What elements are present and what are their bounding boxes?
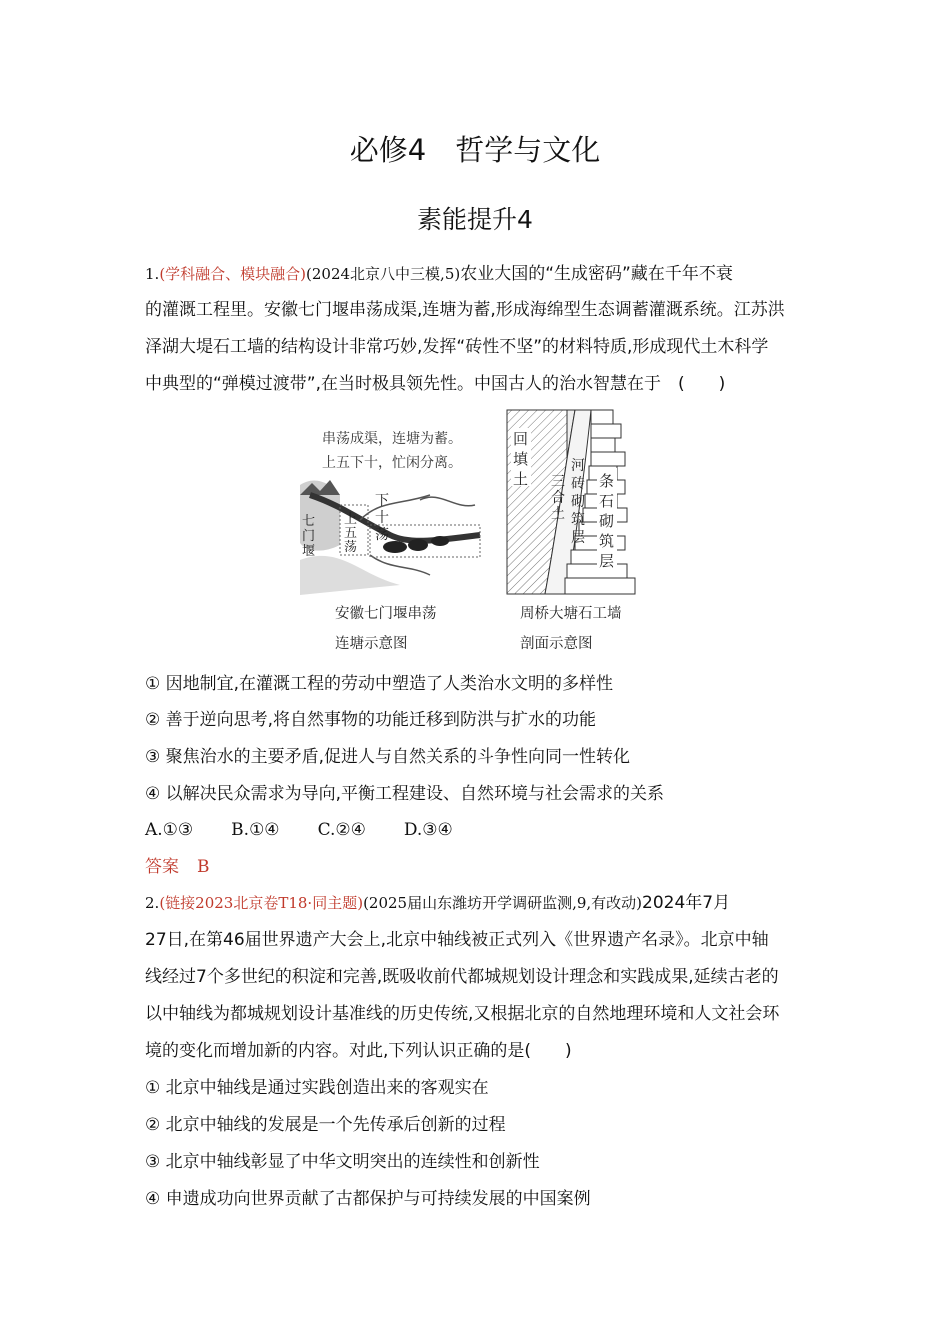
label-lower-1: 下 — [375, 493, 389, 509]
label-brick-5: 层 — [571, 530, 585, 546]
label-qimen-1: 七 — [302, 514, 316, 529]
q2-statement-4: ④ 申遗成功向世界贡献了古都保护与可持续发展的中国案例 — [145, 1189, 591, 1209]
answer-value: B — [197, 857, 210, 877]
q2-line-5: 境的变化而增加新的内容。对此,下列认识正确的是( ) — [145, 1041, 572, 1061]
label-brick-4: 筑 — [571, 512, 585, 528]
q1-line-2: 的灌溉工程里。安徽七门堰串荡成渠,连塘为蓄,形成海绵型生态调蓄灌溉系统。江苏洪 — [145, 300, 785, 320]
q2-tag: (链接2023北京卷T18·同主题) — [159, 894, 364, 912]
stone-wall-section-figure — [505, 408, 645, 598]
label-backfill-1: 回 — [513, 430, 529, 448]
q1-statement-3: ③ 聚焦治水的主要矛盾,促进人与自然关系的斗争性向同一性转化 — [145, 747, 631, 767]
label-stone-1: 条 — [599, 472, 615, 490]
label-stone-4: 筑 — [599, 532, 615, 550]
q1-text: 农业大国的“生成密码”藏在千年不衰 — [460, 264, 733, 284]
label-backfill-2: 填 — [513, 450, 529, 468]
q1-line-3: 泽湖大堤石工墙的结构设计非常巧妙,发挥“砖性不坚”的材料特质,形成现代土木科学 — [145, 337, 769, 357]
right-figure-caption-2: 剖面示意图 — [520, 636, 593, 652]
option-c[interactable]: C.②④ — [317, 820, 366, 840]
label-backfill-3: 土 — [513, 470, 529, 488]
q2-line-1 — [145, 891, 730, 915]
label-upper-2: 五 — [344, 526, 358, 541]
label-stone-2: 石 — [599, 492, 615, 510]
label-upper-1: 上 — [344, 512, 358, 527]
q1-line-4: 中典型的“弹模过渡带”,在当时极具领先性。中国古人的治水智慧在于 ( ) — [145, 374, 726, 394]
option-d[interactable]: D.③④ — [403, 820, 453, 840]
q1-options — [145, 818, 491, 842]
q2-source: (2025届山东潍坊开学调研监测,9,有改动) — [363, 894, 643, 912]
option-a[interactable]: A.①③ — [145, 820, 194, 840]
label-lower-2: 十 — [375, 510, 389, 526]
label-brick-2: 砖 — [571, 476, 585, 492]
label-lime-2: 合 — [551, 490, 565, 506]
q2-line-4: 以中轴线为都城规划设计基准线的历史传统,又根据北京的自然地理环境和人文社会环 — [145, 1004, 780, 1024]
q1-statement-1: ① 因地制宜,在灌溉工程的劳动中塑造了人类治水文明的多样性 — [145, 674, 614, 694]
label-stone-3: 砌 — [599, 512, 615, 530]
left-figure-caption-2: 连塘示意图 — [335, 636, 408, 652]
label-lower-3: 荡 — [375, 527, 389, 543]
page-title: 必修4 哲学与文化 — [349, 133, 601, 167]
label-lime-1: 三 — [551, 474, 565, 490]
page-subtitle: 素能提升4 — [417, 205, 533, 234]
figure-poem-2: 上五下十，忙闲分离。 — [322, 455, 462, 471]
q2-line-2: 27日,在第46届世界遗产大会上,北京中轴线被正式列入《世界遗产名录》。北京中轴 — [145, 930, 769, 950]
figure-poem-1: 串荡成渠，连塘为蓄。 — [322, 431, 462, 447]
qimen-weir-figure — [300, 425, 485, 595]
pond-2 — [408, 539, 428, 551]
q1-number: 1. — [145, 265, 160, 283]
q1-tag: (学科融合、模块融合) — [159, 265, 307, 283]
q2-number: 2. — [145, 894, 160, 912]
label-qimen-3: 堰 — [302, 544, 316, 559]
label-qimen-2: 门 — [302, 529, 316, 544]
land-shape — [300, 556, 400, 595]
q1-answer — [145, 855, 210, 879]
label-stone-5: 层 — [599, 552, 615, 570]
answer-label: 答案 — [145, 857, 179, 877]
q2-statement-3: ③ 北京中轴线彰显了中华文明突出的连续性和创新性 — [145, 1152, 540, 1172]
q1-source: (2024北京八中三模,5) — [306, 265, 461, 283]
q1-statement-2: ② 善于逆向思考,将自然事物的功能迁移到防洪与扩水的功能 — [145, 710, 597, 730]
right-figure-caption-1: 周桥大塘石工墙 — [520, 606, 622, 622]
label-brick-1: 河 — [571, 458, 585, 474]
q1-line-1 — [145, 262, 733, 286]
q2-statement-1: ① 北京中轴线是通过实践创造出来的客观实在 — [145, 1078, 489, 1098]
q2-text: 2024年7月 — [642, 893, 731, 913]
q1-statement-4: ④ 以解决民众需求为导向,平衡工程建设、自然环境与社会需求的关系 — [145, 784, 665, 804]
label-brick-3: 砌 — [571, 494, 585, 510]
left-figure-caption-1: 安徽七门堰串荡 — [335, 606, 437, 622]
q2-line-3: 线经过7个多世纪的积淀和完善,既吸收前代都城规划设计理念和实践成果,延续古老的 — [145, 967, 779, 987]
q2-statement-2: ② 北京中轴线的发展是一个先传承后创新的过程 — [145, 1115, 506, 1135]
option-b[interactable]: B.①④ — [231, 820, 280, 840]
pond-3 — [431, 536, 449, 546]
label-upper-3: 荡 — [344, 540, 358, 555]
label-lime-3: 土 — [551, 506, 565, 522]
